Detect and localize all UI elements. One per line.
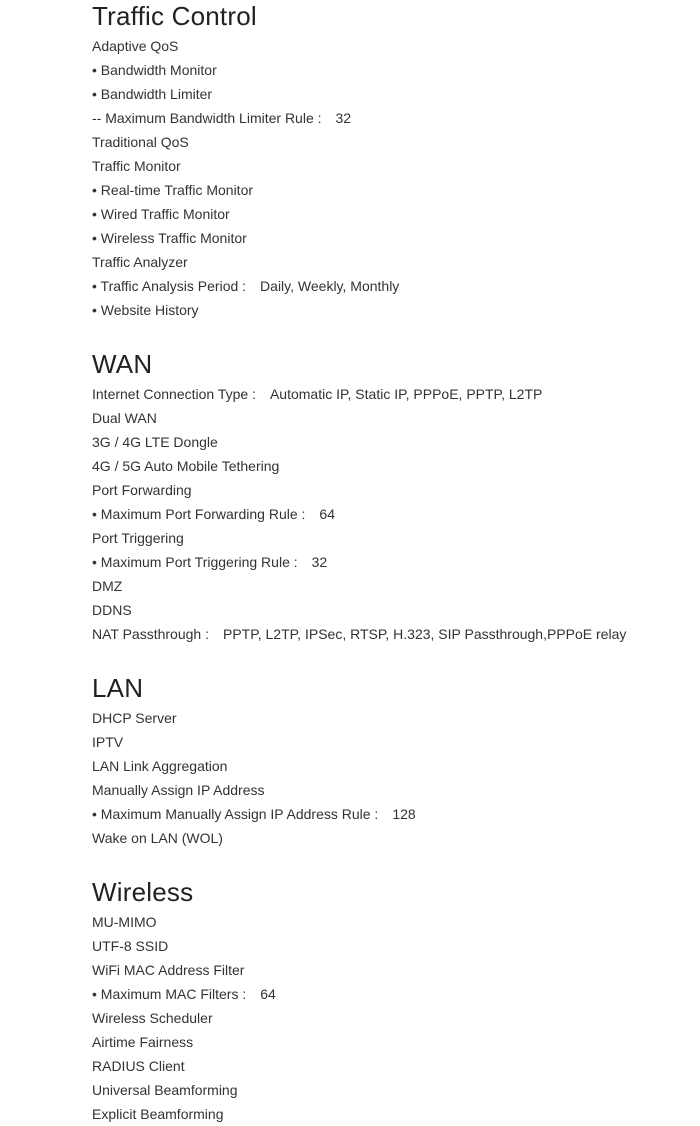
spec-label: • Maximum Manually Assign IP Address Rule : <box>92 806 379 822</box>
section-spacer <box>92 322 692 346</box>
spec-value: 64 <box>260 986 276 1002</box>
spec-row <box>92 454 692 478</box>
spec-label: RADIUS Client <box>92 1058 185 1074</box>
spec-label: Adaptive QoS <box>92 38 179 54</box>
spec-label: DDNS <box>92 602 132 618</box>
spec-row <box>92 430 692 454</box>
spec-row <box>92 1078 692 1102</box>
spec-label: • Maximum Port Triggering Rule : <box>92 554 298 570</box>
spec-row <box>92 406 692 430</box>
spec-row <box>92 1030 692 1054</box>
spec-label: WiFi MAC Address Filter <box>92 962 245 978</box>
section-title-traffic-control: Traffic Control <box>92 1 257 31</box>
spec-row <box>92 1006 692 1030</box>
spec-label: • Wireless Traffic Monitor <box>92 230 247 246</box>
spec-row <box>92 154 692 178</box>
section-spacer <box>92 646 692 670</box>
spec-row <box>92 934 692 958</box>
spec-row <box>92 226 692 250</box>
spec-row <box>92 82 692 106</box>
spec-value: 64 <box>319 506 335 522</box>
spec-row <box>92 598 692 622</box>
spec-value: 32 <box>335 110 352 126</box>
spec-value: Daily, Weekly, Monthly <box>260 278 400 294</box>
spec-row <box>92 622 692 646</box>
spec-row <box>92 202 692 226</box>
spec-row <box>92 1054 692 1078</box>
spec-row <box>92 754 692 778</box>
spec-value: 128 <box>392 806 416 822</box>
spec-label: UTF-8 SSID <box>92 938 169 954</box>
section-title-wireless: Wireless <box>92 877 194 907</box>
spec-row <box>92 910 692 934</box>
spec-row <box>92 178 692 202</box>
spec-label: Internet Connection Type : <box>92 386 256 402</box>
spec-label: • Maximum Port Forwarding Rule : <box>92 506 306 522</box>
spec-row <box>92 982 692 1006</box>
section-title-lan: LAN <box>92 673 144 703</box>
spec-label: Traffic Monitor <box>92 158 181 174</box>
spec-row <box>92 802 692 826</box>
spec-label: Port Forwarding <box>92 482 192 498</box>
spec-label: MU-MIMO <box>92 914 157 930</box>
section-spacer <box>92 850 692 874</box>
spec-label: Port Triggering <box>92 530 184 546</box>
spec-row <box>92 58 692 82</box>
spec-label: Dual WAN <box>92 410 157 426</box>
spec-label: Manually Assign IP Address <box>92 782 265 798</box>
spec-value: PPTP, L2TP, IPSec, RTSP, H.323, SIP Passthrough,PPPoE relay <box>222 626 627 642</box>
spec-label: DMZ <box>92 578 123 594</box>
spec-label: • Real-time Traffic Monitor <box>92 182 254 198</box>
spec-row <box>92 34 692 58</box>
spec-label: • Wired Traffic Monitor <box>92 206 230 222</box>
spec-row <box>92 106 692 130</box>
spec-row <box>92 130 692 154</box>
spec-label: • Bandwidth Limiter <box>92 86 213 102</box>
spec-value: 32 <box>311 554 328 570</box>
spec-label: Wireless Scheduler <box>92 1010 213 1026</box>
spec-row <box>92 706 692 730</box>
spec-row <box>92 502 692 526</box>
spec-label: -- Maximum Bandwidth Limiter Rule : <box>92 110 322 126</box>
spec-label: LAN Link Aggregation <box>92 758 228 774</box>
spec-label: Wake on LAN (WOL) <box>92 830 223 846</box>
spec-label: • Maximum MAC Filters : <box>92 986 247 1002</box>
spec-label: 4G / 5G Auto Mobile Tethering <box>92 458 280 474</box>
spec-label: Universal Beamforming <box>92 1082 238 1098</box>
spec-row <box>92 382 692 406</box>
spec-row <box>92 478 692 502</box>
section-title-wan: WAN <box>92 349 153 379</box>
spec-row <box>92 298 692 322</box>
spec-label: • Bandwidth Monitor <box>92 62 217 78</box>
spec-label: NAT Passthrough : <box>92 626 209 642</box>
spec-label: Traditional QoS <box>92 134 189 150</box>
spec-list <box>92 0 692 1126</box>
spec-label: 3G / 4G LTE Dongle <box>92 434 218 450</box>
spec-row <box>92 526 692 550</box>
spec-row <box>92 574 692 598</box>
spec-row <box>92 958 692 982</box>
spec-label: IPTV <box>92 734 124 750</box>
spec-row <box>92 778 692 802</box>
spec-row <box>92 550 692 574</box>
spec-row <box>92 250 692 274</box>
spec-row <box>92 274 692 298</box>
spec-row <box>92 730 692 754</box>
spec-row <box>92 826 692 850</box>
spec-label: • Website History <box>92 302 199 318</box>
spec-label: Traffic Analyzer <box>92 254 188 270</box>
spec-label: DHCP Server <box>92 710 177 726</box>
spec-value: Automatic IP, Static IP, PPPoE, PPTP, L2TP <box>269 386 543 402</box>
spec-label: • Traffic Analysis Period : <box>92 278 247 294</box>
spec-label: Explicit Beamforming <box>92 1106 224 1122</box>
spec-label: Airtime Fairness <box>92 1034 194 1050</box>
